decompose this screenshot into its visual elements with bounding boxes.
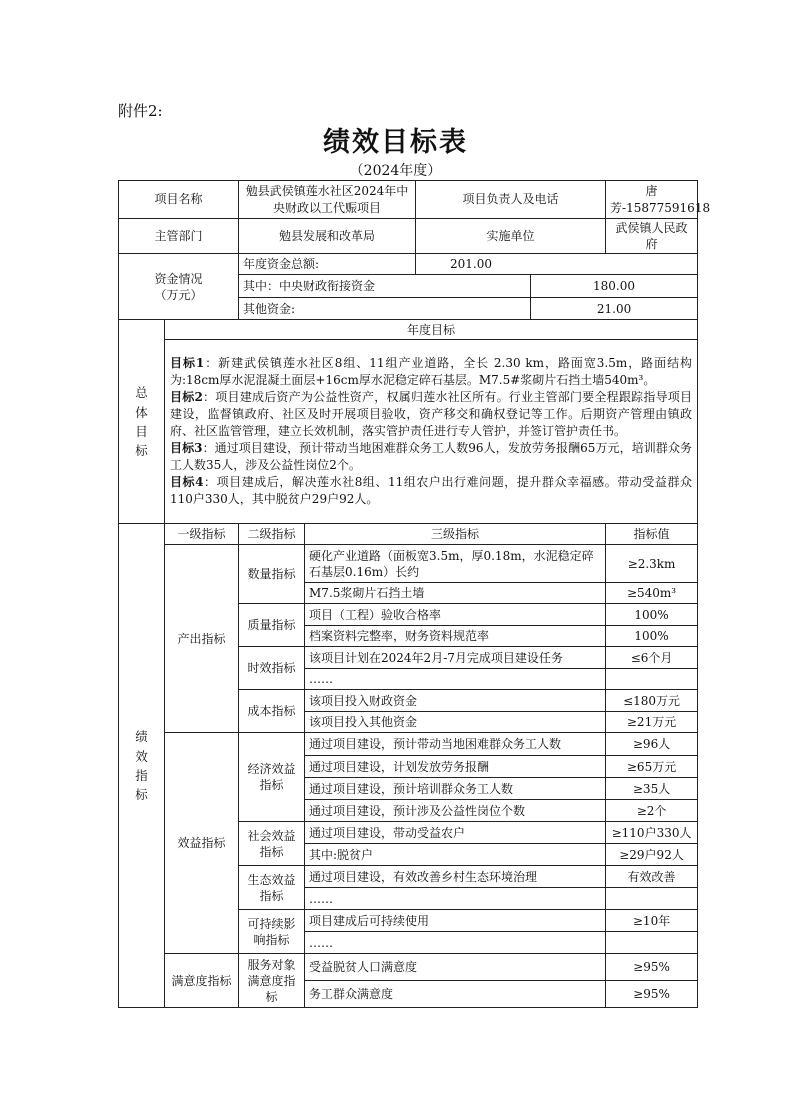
other-funds-label: 其他资金: bbox=[239, 298, 531, 320]
impl-unit-value: 武侯镇人民政府 bbox=[606, 219, 698, 254]
attachment-label: 附件2: bbox=[118, 102, 163, 120]
sustain-indicator-label: 可持续影 响指标 bbox=[239, 910, 305, 954]
indicator-value: ≥29户92人 bbox=[606, 844, 698, 866]
indicator-text: 其中:脱贫户 bbox=[305, 844, 606, 866]
impl-unit-label: 实施单位 bbox=[416, 219, 606, 254]
project-leader-label: 项目负责人及电话 bbox=[416, 181, 606, 219]
indicator-text: …… bbox=[305, 932, 606, 954]
goal-3: 目标3：通过项目建设，预计带动当地困难群众务工人数96人，发放劳务报酬65万元，培训群众务工人数35人，涉及公益性岗位2个。 bbox=[170, 441, 693, 473]
indicator-text: 通过项目建设，带动受益农户 bbox=[305, 822, 606, 844]
indicator-text: M7.5浆砌片石挡土墙 bbox=[305, 583, 606, 604]
indicator-text: 通过项目建设，有效改善乡村生态环境治理 bbox=[305, 866, 606, 888]
indicator-value: ≥65万元 bbox=[606, 756, 698, 778]
indicator-text: 该项目投入其他资金 bbox=[305, 712, 606, 733]
indicator-value bbox=[606, 932, 698, 954]
indicator-text: 务工群众满意度 bbox=[305, 981, 606, 1008]
indicator-text: 硬化产业道路（面板宽3.5m，厚0.18m，水泥稳定碎石基层0.16m）长约 bbox=[305, 545, 606, 583]
indicator-value: ≥2.3km bbox=[606, 545, 698, 583]
indicator-text: 通过项目建设，预计培训群众务工人数 bbox=[305, 778, 606, 800]
indicator-text: 通过项目建设，计划发放劳务报酬 bbox=[305, 756, 606, 778]
indicator-value: ≥35人 bbox=[606, 778, 698, 800]
dept-label: 主管部门 bbox=[119, 219, 239, 254]
project-leader-value: 唐芳-15877591618 bbox=[606, 181, 698, 219]
indicator-value: ≥95% bbox=[606, 954, 698, 981]
header-level2: 二级指标 bbox=[239, 524, 305, 545]
economic-indicator-label: 经济效益 指标 bbox=[239, 733, 305, 822]
indicator-value: ≥2个 bbox=[606, 800, 698, 822]
header-level3: 三级指标 bbox=[305, 524, 606, 545]
indicator-value: ≥10年 bbox=[606, 910, 698, 932]
indicator-text: 受益脱贫人口满意度 bbox=[305, 954, 606, 981]
indicator-value: ≥95% bbox=[606, 981, 698, 1008]
indicator-text: …… bbox=[305, 888, 606, 910]
quantity-indicator-label: 数量指标 bbox=[239, 545, 305, 604]
total-funds-value: 201.00 bbox=[416, 254, 698, 275]
other-funds-value: 21.00 bbox=[531, 298, 698, 320]
indicator-value: ≤6个月 bbox=[606, 647, 698, 669]
performance-label: 绩 效 指 标 bbox=[119, 524, 165, 1008]
page-title: 绩效目标表 bbox=[323, 127, 468, 158]
indicator-value: 有效改善 bbox=[606, 866, 698, 888]
indicator-text: …… bbox=[305, 669, 606, 690]
central-funds-label: 其中：中央财政衔接资金 bbox=[239, 275, 531, 298]
indicator-text: 通过项目建设，预计带动当地困难群众务工人数 bbox=[305, 733, 606, 756]
central-funds-value: 180.00 bbox=[531, 275, 698, 298]
cost-indicator-label: 成本指标 bbox=[239, 690, 305, 733]
indicator-text: 项目（工程）验收合格率 bbox=[305, 604, 606, 626]
eco-indicator-label: 生态效益 指标 bbox=[239, 866, 305, 910]
funds-label: 资金情况 （万元） bbox=[119, 254, 239, 320]
service-satisfaction-label: 服务对象 满意度指 标 bbox=[239, 954, 305, 1008]
indicator-text: 该项目计划在2024年2月-7月完成项目建设任务 bbox=[305, 647, 606, 669]
indicator-text: 通过项目建设，预计涉及公益性岗位个数 bbox=[305, 800, 606, 822]
timeliness-indicator-label: 时效指标 bbox=[239, 647, 305, 690]
indicator-value: 100% bbox=[606, 626, 698, 647]
overall-goals-label: 总 体 目 标 bbox=[119, 320, 165, 524]
indicator-text: 该项目投入财政资金 bbox=[305, 690, 606, 712]
indicator-text: 档案资料完整率，财务资料规范率 bbox=[305, 626, 606, 647]
year-label: （2024年度） bbox=[349, 163, 442, 179]
total-funds-label: 年度资金总额: bbox=[239, 254, 416, 275]
project-name-label: 项目名称 bbox=[119, 181, 239, 219]
dept-value: 勉县发展和改革局 bbox=[239, 219, 416, 254]
indicator-value: ≤180万元 bbox=[606, 690, 698, 712]
goal-2: 目标2：项目建成后资产为公益性资产，权属归莲水社区所有。行业主管部门要全程跟踪指导项目建设，监督镇政府、社区及时开展项目验收，资产移交和确权登记等工作。后期资产管理由镇政府、社区监管管理，建立长效机制，落实管护责任进行专人管护，并签订管护责任书。 bbox=[170, 390, 693, 439]
indicator-value: ≥21万元 bbox=[606, 712, 698, 733]
project-name-value: 勉县武侯镇莲水社区2024年中央财政以工代赈项目 bbox=[239, 181, 416, 219]
header-level1: 一级指标 bbox=[165, 524, 239, 545]
indicator-value: ≥110户330人 bbox=[606, 822, 698, 844]
indicator-text: 项目建成后可持续使用 bbox=[305, 910, 606, 932]
performance-target-table bbox=[118, 180, 711, 1008]
indicator-value bbox=[606, 669, 698, 690]
quality-indicator-label: 质量指标 bbox=[239, 604, 305, 647]
indicator-value bbox=[606, 888, 698, 910]
satisfaction-indicator-label: 满意度指标 bbox=[165, 954, 239, 1008]
header-value: 指标值 bbox=[606, 524, 698, 545]
indicator-value: ≥540m³ bbox=[606, 583, 698, 604]
social-indicator-label: 社会效益 指标 bbox=[239, 822, 305, 866]
goal-1: 目标1：新建武侯镇莲水社区8组、11组产业道路，全长 2.30 km，路面宽3.5m，路面结构为:18cm厚水泥混凝土面层+16cm厚水泥稳定碎石基层。M7.5#浆砌片石挡土墙540m³。 bbox=[170, 356, 693, 388]
output-indicator-label: 产出指标 bbox=[165, 545, 239, 733]
indicator-value: 100% bbox=[606, 604, 698, 626]
indicator-value: ≥96人 bbox=[606, 733, 698, 756]
goal-4: 目标4：项目建成后，解决莲水社8组、11组农户出行难问题，提升群众幸福感。带动受益群众110户330人，其中脱贫户29户92人。 bbox=[170, 475, 693, 507]
annual-goals-text bbox=[165, 340, 698, 524]
annual-goal-header: 年度目标 bbox=[165, 320, 698, 340]
benefit-indicator-label: 效益指标 bbox=[165, 733, 239, 954]
